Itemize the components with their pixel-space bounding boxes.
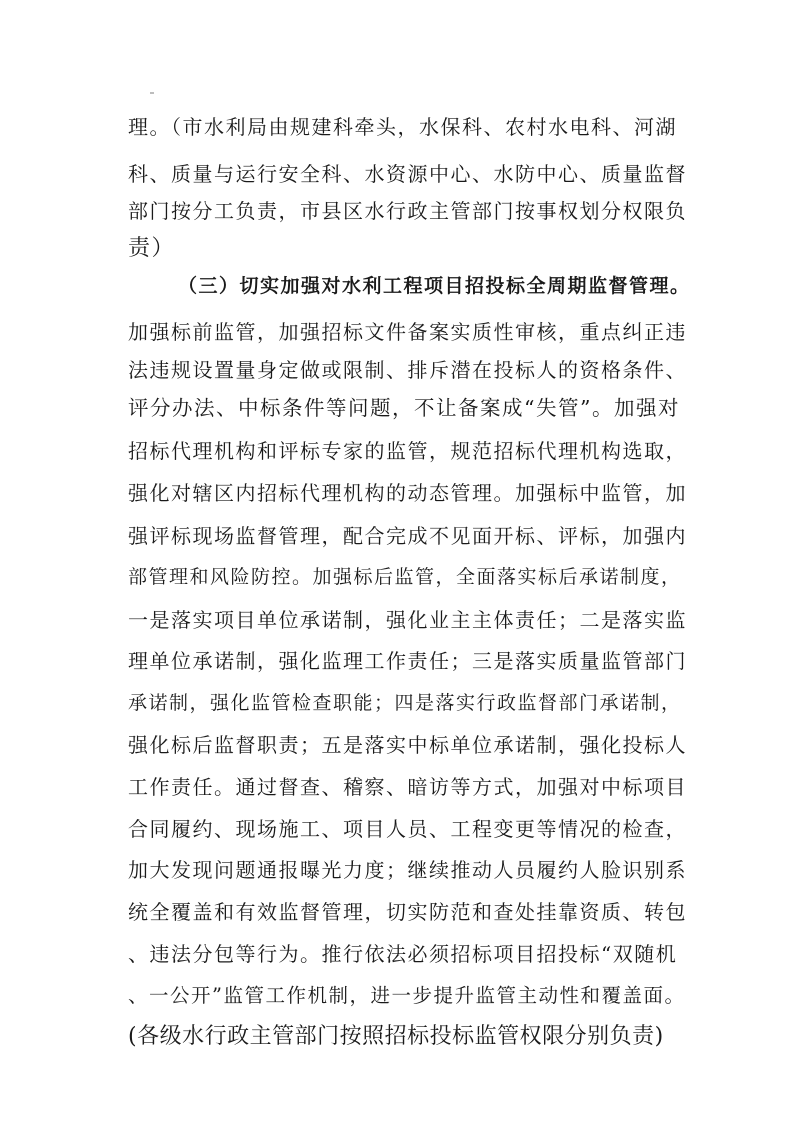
body-line: 理。（市水利局由规建科牵头，水保科、农村水电科、河湖 bbox=[128, 115, 677, 139]
section-heading: （三）切实加强对水利工程项目招投标全周期监督管理。 bbox=[178, 275, 691, 297]
body-line: 强化标后监督职责；五是落实中标单位承诺制，强化投标人 bbox=[128, 733, 687, 757]
body-line: 部管理和风险防控。加强标后监管，全面落实标后承诺制度， bbox=[128, 566, 682, 588]
body-line: (各级水行政主管部门按照招标投标监管权限分别负责) bbox=[128, 1024, 664, 1049]
body-line: 加强标前监管，加强招标文件备案实质性审核，重点纠正违 bbox=[128, 320, 687, 344]
body-line: 、一公开”监管工作机制，进一步提升监管主动性和覆盖面。 bbox=[128, 984, 686, 1007]
body-line: 责） bbox=[128, 236, 176, 261]
body-line: 评分办法、中标条件等问题，不让备案成“失管”。加强对 bbox=[128, 396, 680, 420]
body-line: 强化对辖区内招标代理机构的动态管理。加强标中监管，加 bbox=[128, 481, 687, 505]
body-line: 统全覆盖和有效监督管理，切实防范和查处挂靠资质、转包 bbox=[128, 900, 687, 924]
body-line: 承诺制，强化监管检查职能；四是落实行政监督部门承诺制， bbox=[128, 692, 682, 714]
body-line: 合同履约、现场施工、项目人员、工程变更等情况的检查， bbox=[128, 817, 687, 841]
body-line: 一是落实项目单位承诺制，强化业主主体责任；二是落实监 bbox=[128, 608, 687, 632]
body-line: 强评标现场监督管理，配合完成不见面开标、评标，加强内 bbox=[128, 524, 687, 548]
body-line: 加大发现问题通报曝光力度；继续推动人员履约人脸识别系 bbox=[128, 858, 687, 882]
body-line: 、违法分包等行为。推行依法必须招标项目招投标“双随机 bbox=[128, 942, 678, 966]
scan-mark bbox=[150, 92, 154, 94]
body-line: 部门按分工负责，市县区水行政主管部门按事权划分权限负 bbox=[128, 199, 687, 223]
body-line: 科、质量与运行安全科、水资源中心、水防中心、质量监督 bbox=[128, 162, 687, 186]
body-line: 招标代理机构和评标专家的监管，规范招标代理机构选取， bbox=[128, 439, 687, 463]
body-line: 理单位承诺制，强化监理工作责任；三是落实质量监管部门 bbox=[128, 649, 687, 673]
body-line: 工作责任。通过督查、稽察、暗访等方式，加强对中标项目 bbox=[128, 775, 687, 799]
body-line: 法违规设置量身定做或限制、排斥潜在投标人的资格条件、 bbox=[128, 358, 687, 382]
